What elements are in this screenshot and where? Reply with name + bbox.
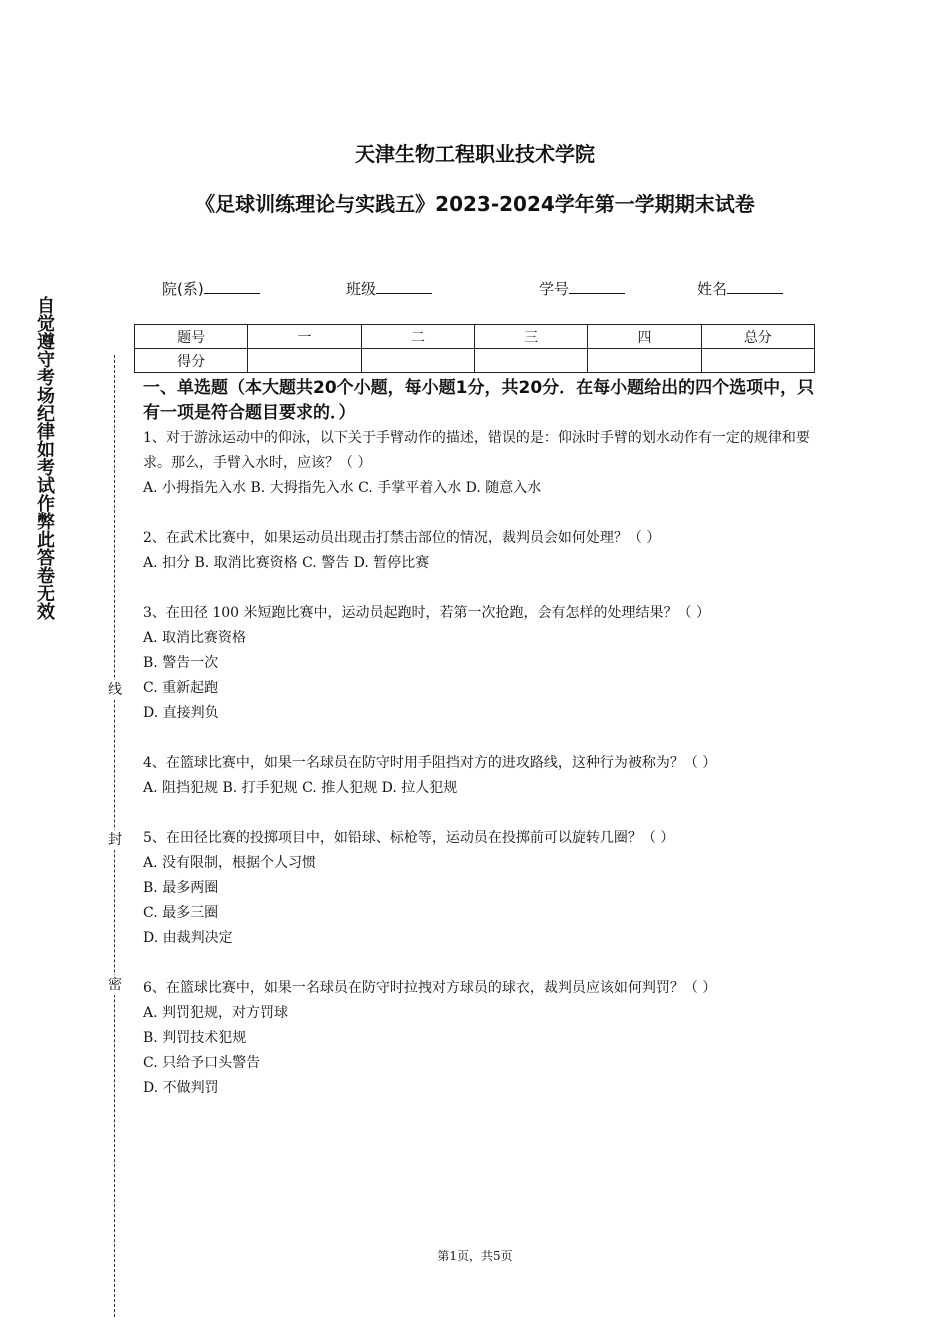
option-c: C. 重新起跑 <box>143 680 219 696</box>
option-c: C. 最多三圈 <box>143 905 219 921</box>
question-stem: 3、在田径 100 米短跑比赛中，运动员起跑时，若第一次抢跑，会有怎样的处理结果？（ ） <box>143 605 710 621</box>
question-1 <box>143 426 815 501</box>
option-b: B. 判罚技术犯规 <box>143 1030 247 1046</box>
score-cell[interactable] <box>361 349 474 373</box>
question-stem: 6、在篮球比赛中，如果一名球员在防守时拉拽对方球员的球衣，裁判员应该如何判罚？（ ） <box>143 980 717 996</box>
option-b: B. 警告一次 <box>143 655 219 671</box>
name-label: 姓名 <box>697 280 728 298</box>
option-a: A. 判罚犯规，对方罚球 <box>143 1005 289 1021</box>
score-header-cell: 三 <box>474 325 587 349</box>
cut-mark-line: 线 <box>108 682 122 698</box>
question-stem: 5、在田径比赛的投掷项目中，如铅球、标枪等，运动员在投掷前可以旋转几圈？（ ） <box>143 830 675 846</box>
exam-content <box>143 376 815 1126</box>
score-cell[interactable] <box>474 349 587 373</box>
cut-mark-secret: 密 <box>108 977 122 993</box>
question-3 <box>143 601 815 726</box>
integrity-notice: 自觉遵守考场纪律如考试作弊此答卷无效 <box>34 296 55 620</box>
score-table-score-row <box>135 349 815 373</box>
option-line: A. 阻挡犯规 B. 打手犯规 C. 推人犯规 D. 拉人犯规 <box>143 780 458 796</box>
score-table-header-row <box>135 325 815 349</box>
name-blank[interactable] <box>727 277 783 294</box>
score-header-cell: 总分 <box>701 325 814 349</box>
name-field <box>697 277 783 299</box>
question-stem: 1、对于游泳运动中的仰泳，以下关于手臂动作的描述，错误的是：仰泳时手臂的划水动作有一定的规律和要求。那么，手臂入水时，应该？（ ） <box>143 430 810 471</box>
cut-mark-seal: 封 <box>108 832 122 848</box>
option-d: D. 直接判负 <box>143 705 219 721</box>
option-c: C. 只给予口头警告 <box>143 1055 261 1071</box>
score-row-label: 得分 <box>135 349 248 373</box>
class-label: 班级 <box>346 280 377 298</box>
option-line: A. 小拇指先入水 B. 大拇指先入水 C. 手掌平着入水 D. 随意入水 <box>143 480 542 496</box>
score-header-cell: 二 <box>361 325 474 349</box>
score-header-cell: 四 <box>588 325 701 349</box>
exam-title: 《足球训练理论与实践五》2023-2024学年第一学期期末试卷 <box>195 192 755 216</box>
question-2 <box>143 526 815 576</box>
score-header-cell: 题号 <box>135 325 248 349</box>
class-blank[interactable] <box>376 277 432 294</box>
department-blank[interactable] <box>204 277 260 294</box>
question-5 <box>143 826 815 951</box>
option-line: A. 扣分 B. 取消比赛资格 C. 警告 D. 暂停比赛 <box>143 555 430 571</box>
option-d: D. 不做判罚 <box>143 1080 219 1096</box>
score-cell[interactable] <box>701 349 814 373</box>
question-stem: 4、在篮球比赛中，如果一名球员在防守时用手阻挡对方的进攻路线，这种行为被称为？（ ） <box>143 755 717 771</box>
score-table <box>134 324 815 373</box>
score-header-cell: 一 <box>248 325 361 349</box>
school-name: 天津生物工程职业技术学院 <box>355 142 595 166</box>
option-d: D. 由裁判决定 <box>143 930 233 946</box>
section-title: 一、单选题（本大题共20个小题，每小题1分，共20分．在每小题给出的四个选项中，只有一项是符合题目要求的．） <box>143 378 815 423</box>
score-cell[interactable] <box>248 349 361 373</box>
department-field <box>162 277 260 299</box>
page-footer: 第1页，共5页 <box>437 1249 513 1263</box>
score-cell[interactable] <box>588 349 701 373</box>
option-a: A. 取消比赛资格 <box>143 630 247 646</box>
department-label: 院(系) <box>162 280 204 298</box>
question-4 <box>143 751 815 801</box>
student-id-field <box>539 277 625 299</box>
option-a: A. 没有限制，根据个人习惯 <box>143 855 317 871</box>
question-stem: 2、在武术比赛中，如果运动员出现击打禁击部位的情况，裁判员会如何处理？（ ） <box>143 530 661 546</box>
student-id-blank[interactable] <box>569 277 625 294</box>
student-id-label: 学号 <box>539 280 570 298</box>
class-field <box>346 277 432 299</box>
option-b: B. 最多两圈 <box>143 880 219 896</box>
question-6 <box>143 976 815 1101</box>
